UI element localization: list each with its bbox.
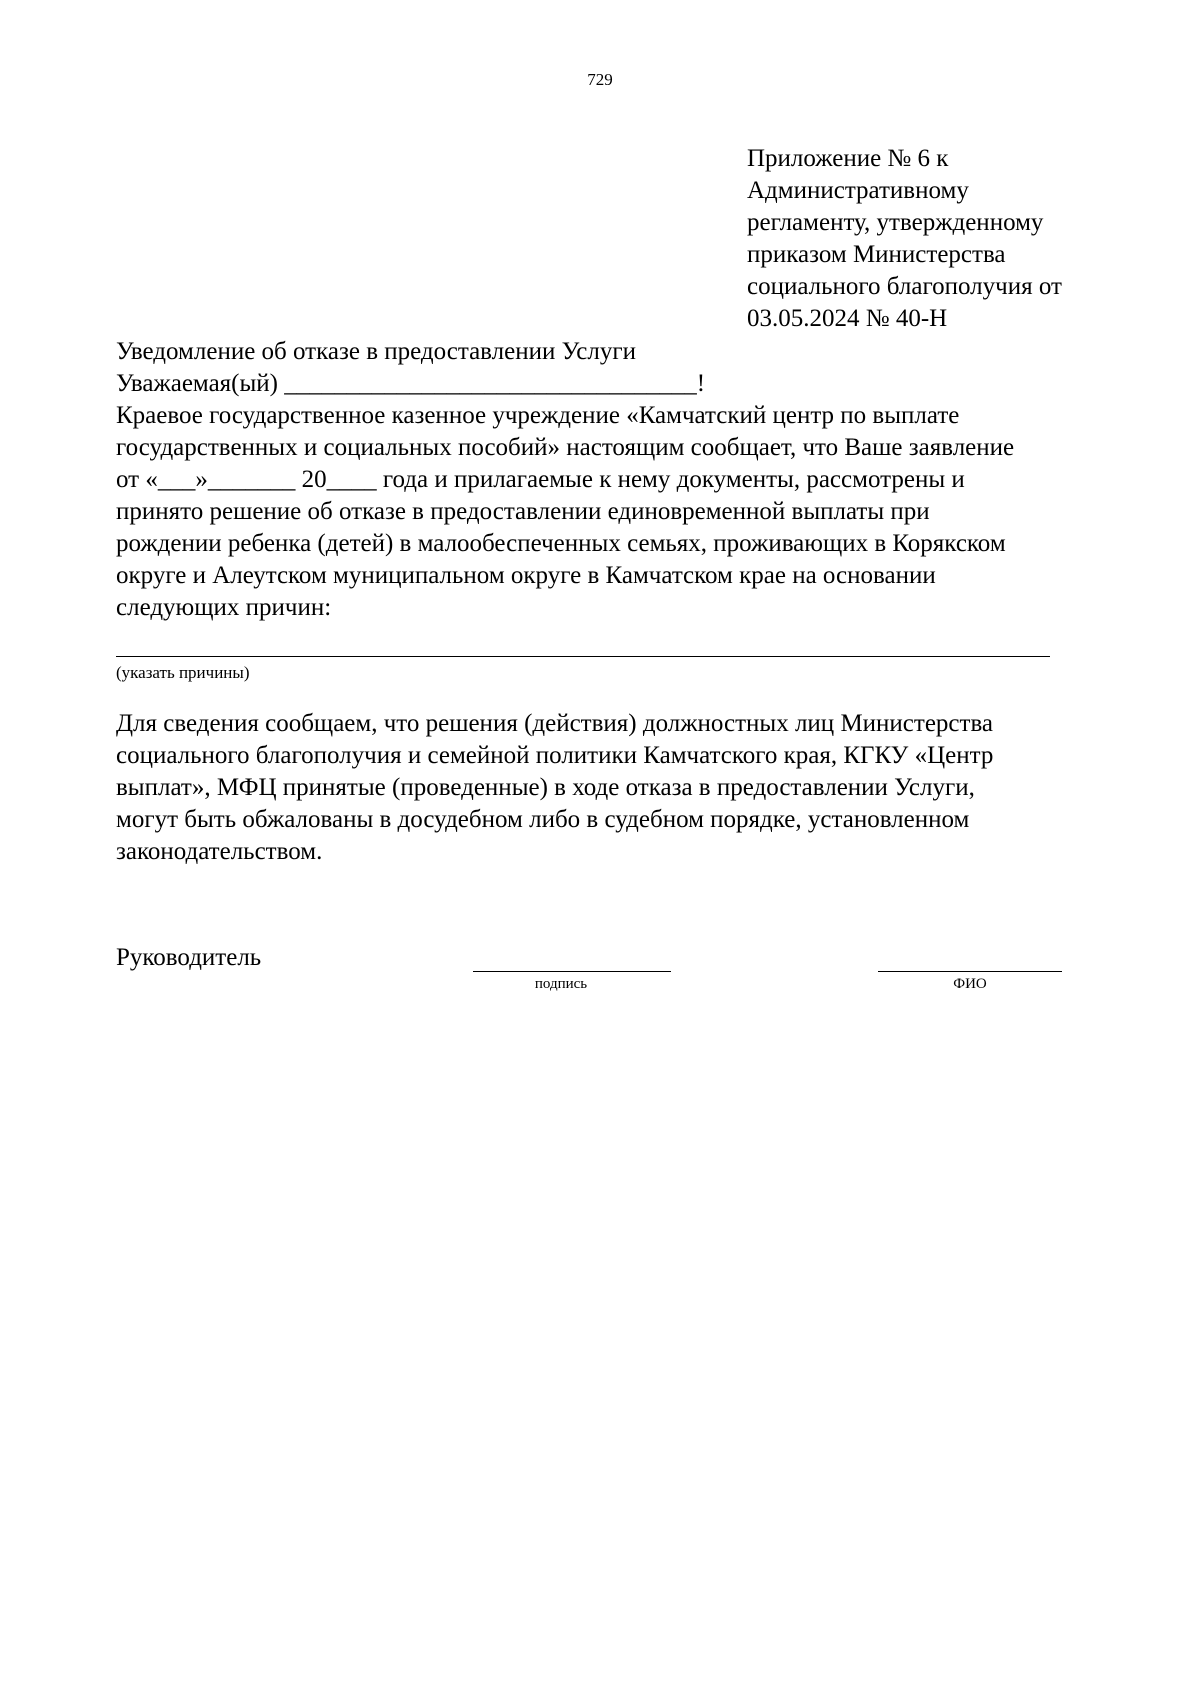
appendix-line: социального благополучия от (747, 273, 1062, 300)
paragraph-line: государственных и социальных пособий» настоящим сообщает, что Ваше заявление (116, 434, 1015, 461)
refusal-paragraph (116, 400, 1014, 624)
salutation-line: Уважаемая(ый) _________________________________! (116, 370, 706, 397)
paragraph-line: могут быть обжалованы в досудебном либо в судебном порядке, установленном (116, 806, 970, 833)
page-number: 729 (587, 70, 613, 89)
paragraph-line: Краевое государственное казенное учреждение «Камчатский центр по выплате (116, 402, 960, 429)
appendix-line: приказом Министерства (747, 241, 1006, 268)
appendix-reference (747, 143, 1062, 335)
reason-blank-line (116, 656, 1050, 657)
appeal-paragraph (116, 708, 993, 868)
signer-role: Руководитель (116, 944, 262, 971)
notice-title: Уведомление об отказе в предоставлении Услуги (116, 338, 636, 365)
paragraph-line: рождении ребенка (детей) в малообеспеченных семьях, проживающих в Корякском (116, 530, 1006, 557)
signature-caption: подпись (534, 976, 588, 992)
appendix-line: 03.05.2024 № 40-Н (747, 305, 948, 332)
signature-blank-line (473, 971, 671, 972)
appendix-line: регламенту, утвержденному (747, 209, 1044, 236)
paragraph-line: принято решение об отказе в предоставлении единовременной выплаты при (116, 498, 930, 525)
appendix-line: Приложение № 6 к (747, 145, 949, 172)
name-caption: ФИО (953, 976, 987, 992)
name-blank-line (878, 971, 1062, 972)
paragraph-line: законодательством. (116, 838, 323, 865)
paragraph-line: округе и Алеутском муниципальном округе в Камчатском крае на основании (116, 562, 936, 589)
appendix-line: Административному (747, 177, 969, 204)
paragraph-line: следующих причин: (116, 594, 332, 621)
paragraph-line: выплат», МФЦ принятые (проведенные) в ходе отказа в предоставлении Услуги, (116, 774, 975, 801)
reason-hint: (указать причины) (116, 663, 250, 682)
paragraph-line: социального благополучия и семейной политики Камчатского края, КГКУ «Центр (116, 742, 994, 769)
paragraph-line: от «___»_______ 20____ года и прилагаемые к нему документы, рассмотрены и (116, 466, 965, 493)
paragraph-line: Для сведения сообщаем, что решения (действия) должностных лиц Министерства (116, 710, 994, 737)
